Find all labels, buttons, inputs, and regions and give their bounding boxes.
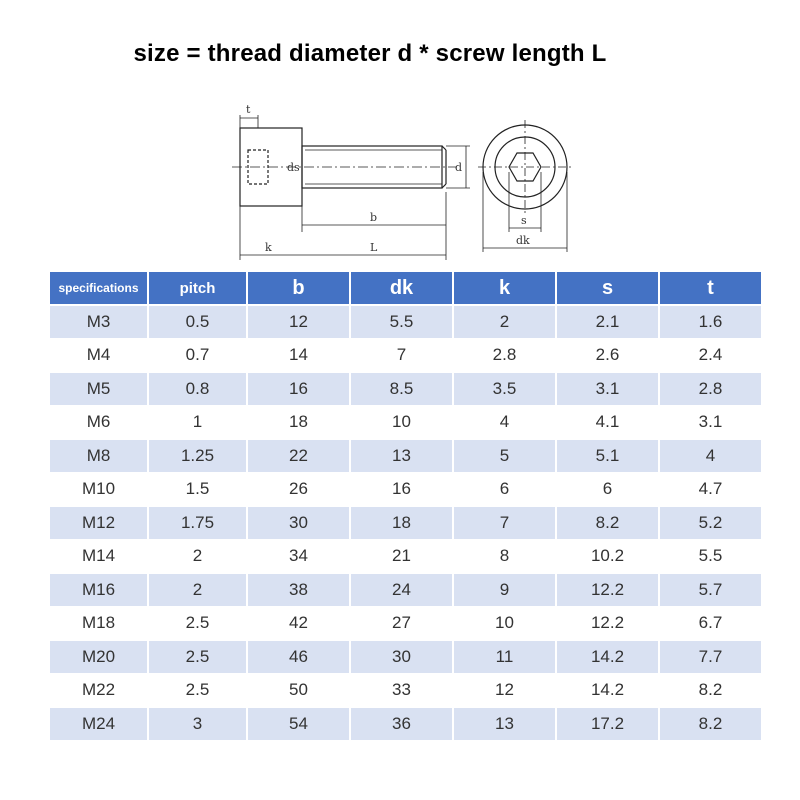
- table-cell: 14: [248, 340, 349, 372]
- table-cell: M22: [50, 675, 147, 707]
- table-cell: M12: [50, 507, 147, 539]
- table-cell: 5: [454, 440, 555, 472]
- table-cell: 5.7: [660, 574, 761, 606]
- table-cell: 1: [149, 407, 246, 439]
- table-cell: 2: [149, 574, 246, 606]
- table-row: [50, 675, 761, 707]
- table-cell: 24: [351, 574, 452, 606]
- table-cell: 2: [149, 541, 246, 573]
- table-cell: 26: [248, 474, 349, 506]
- table-cell: M6: [50, 407, 147, 439]
- table-row: [50, 507, 761, 539]
- spec-table: [48, 270, 763, 742]
- table-cell: 8.2: [660, 708, 761, 740]
- header-specifications: specifications: [50, 272, 147, 304]
- table-cell: 21: [351, 541, 452, 573]
- table-cell: M8: [50, 440, 147, 472]
- label-d: d: [455, 161, 463, 174]
- table-cell: 16: [248, 373, 349, 405]
- table-cell: 2.5: [149, 608, 246, 640]
- table-cell: 16: [351, 474, 452, 506]
- table-row: [50, 474, 761, 506]
- table-cell: M4: [50, 340, 147, 372]
- table-cell: 3.1: [660, 407, 761, 439]
- table-cell: 8.5: [351, 373, 452, 405]
- label-t: t: [246, 103, 251, 116]
- table-cell: 14.2: [557, 675, 658, 707]
- table-cell: 10.2: [557, 541, 658, 573]
- table-cell: 42: [248, 608, 349, 640]
- table-cell: 3: [149, 708, 246, 740]
- table-cell: 22: [248, 440, 349, 472]
- table-cell: 4: [660, 440, 761, 472]
- header-dk: dk: [351, 272, 452, 304]
- table-cell: 2.4: [660, 340, 761, 372]
- table-cell: 34: [248, 541, 349, 573]
- label-s: s: [521, 214, 527, 227]
- table-cell: 33: [351, 675, 452, 707]
- table-cell: 3.5: [454, 373, 555, 405]
- table-row: [50, 641, 761, 673]
- header-b: b: [248, 272, 349, 304]
- table-cell: 30: [351, 641, 452, 673]
- table-cell: 2.6: [557, 340, 658, 372]
- table-cell: 18: [351, 507, 452, 539]
- label-L: L: [370, 241, 378, 254]
- table-cell: 2: [454, 306, 555, 338]
- table-cell: 38: [248, 574, 349, 606]
- table-cell: 4.7: [660, 474, 761, 506]
- table-cell: 12.2: [557, 574, 658, 606]
- table-cell: 10: [351, 407, 452, 439]
- table-cell: 3.1: [557, 373, 658, 405]
- table-cell: 13: [454, 708, 555, 740]
- table-cell: M3: [50, 306, 147, 338]
- table-cell: 0.7: [149, 340, 246, 372]
- table-cell: M14: [50, 541, 147, 573]
- table-cell: 0.8: [149, 373, 246, 405]
- table-cell: 2.1: [557, 306, 658, 338]
- table-row: [50, 306, 761, 338]
- header-t: t: [660, 272, 761, 304]
- table-cell: 12: [454, 675, 555, 707]
- table-row: [50, 407, 761, 439]
- table-cell: 1.5: [149, 474, 246, 506]
- table-cell: 30: [248, 507, 349, 539]
- table-cell: 46: [248, 641, 349, 673]
- table-cell: 17.2: [557, 708, 658, 740]
- table-cell: 4: [454, 407, 555, 439]
- header-s: s: [557, 272, 658, 304]
- table-cell: 6: [454, 474, 555, 506]
- table-cell: 13: [351, 440, 452, 472]
- table-row: [50, 708, 761, 740]
- table-row: [50, 440, 761, 472]
- table-cell: 36: [351, 708, 452, 740]
- table-cell: 9: [454, 574, 555, 606]
- label-b: b: [370, 211, 378, 224]
- table-row: [50, 373, 761, 405]
- table-cell: 5.2: [660, 507, 761, 539]
- table-cell: 7.7: [660, 641, 761, 673]
- table-cell: 6.7: [660, 608, 761, 640]
- table-cell: 5.5: [660, 541, 761, 573]
- table-cell: 2.8: [454, 340, 555, 372]
- table-cell: 11: [454, 641, 555, 673]
- table-cell: 8.2: [557, 507, 658, 539]
- table-cell: 1.6: [660, 306, 761, 338]
- table-cell: M24: [50, 708, 147, 740]
- table-cell: 1.25: [149, 440, 246, 472]
- table-cell: 54: [248, 708, 349, 740]
- table-cell: 18: [248, 407, 349, 439]
- table-cell: 27: [351, 608, 452, 640]
- table-row: [50, 340, 761, 372]
- table-cell: M18: [50, 608, 147, 640]
- table-cell: 2.8: [660, 373, 761, 405]
- table-cell: M20: [50, 641, 147, 673]
- header-pitch: pitch: [149, 272, 246, 304]
- table-cell: 50: [248, 675, 349, 707]
- label-k: k: [265, 241, 272, 254]
- table-cell: 1.75: [149, 507, 246, 539]
- page-title: size = thread diameter d * screw length L: [133, 40, 607, 67]
- table-row: [50, 608, 761, 640]
- screw-dimension-diagram: [0, 0, 800, 270]
- table-cell: 14.2: [557, 641, 658, 673]
- table-cell: 8: [454, 541, 555, 573]
- table-cell: 10: [454, 608, 555, 640]
- label-dk: dk: [516, 234, 530, 247]
- label-ds: ds: [287, 161, 300, 174]
- table-header-row: [50, 272, 761, 304]
- header-k: k: [454, 272, 555, 304]
- table-cell: 0.5: [149, 306, 246, 338]
- table-cell: 12.2: [557, 608, 658, 640]
- table-cell: M5: [50, 373, 147, 405]
- table-row: [50, 574, 761, 606]
- table-cell: 8.2: [660, 675, 761, 707]
- table-cell: 7: [454, 507, 555, 539]
- table-cell: 4.1: [557, 407, 658, 439]
- table-cell: 7: [351, 340, 452, 372]
- table-cell: M10: [50, 474, 147, 506]
- table-cell: 6: [557, 474, 658, 506]
- table-cell: 2.5: [149, 641, 246, 673]
- table-cell: 12: [248, 306, 349, 338]
- table-cell: M16: [50, 574, 147, 606]
- table-row: [50, 541, 761, 573]
- table-cell: 5.5: [351, 306, 452, 338]
- table-cell: 2.5: [149, 675, 246, 707]
- table-cell: 5.1: [557, 440, 658, 472]
